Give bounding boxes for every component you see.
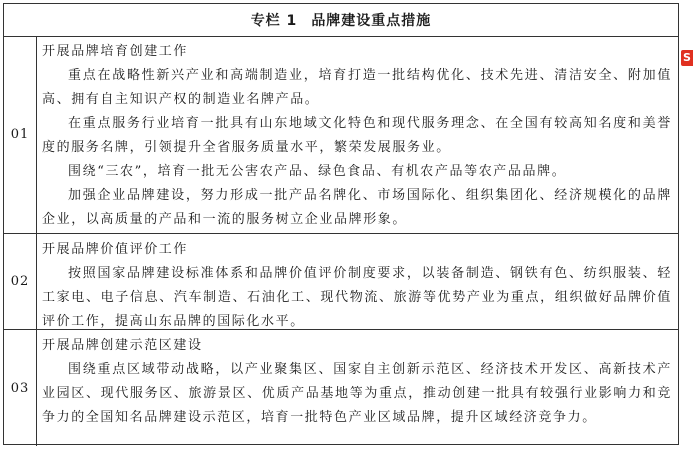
- row-content: [42, 238, 672, 334]
- table-row: [4, 234, 678, 330]
- table-row: [4, 330, 678, 446]
- row-content: [42, 334, 672, 430]
- row-paragraph: 围绕重点区域带动战略，以产业聚集区、国家自主创新示范区、经济技术开发区、高新技术产业园区、现代服务区、旅游景区、优质产品基地等为重点，推动创建一批具有较强行业影响力和竞争力的全国知名品牌建设示范区，培育一批特色产业区域品牌，提升区域经济竞争力。: [42, 362, 672, 425]
- box-title-text: 品牌建设重点措施: [311, 13, 432, 29]
- row-heading: 开展品牌培育创建工作: [42, 44, 189, 59]
- row-number: 02: [4, 234, 37, 329]
- row-paragraph: 围绕“三农”，培育一批无公害农产品、绿色食品、有机农产品等农产品品牌。: [68, 164, 567, 179]
- row-paragraph: 在重点服务行业培育一批具有山东地域文化特色和现代服务理念、在全国有较高知名度和美誉度的服务名牌，引领提升全省服务质量水平，繁荣发展服务业。: [42, 116, 672, 155]
- feature-box: [3, 3, 679, 445]
- row-paragraph: 加强企业品牌建设，努力形成一批产品名牌化、市场国际化、组织集团化、经济规模化的品牌企业，以高质量的产品和一流的服务树立企业品牌形象。: [42, 188, 672, 227]
- row-paragraph: 重点在战略性新兴产业和高端制造业，培育打造一批结构优化、技术先进、清洁安全、附加值高、拥有自主知识产权的制造业名牌产品。: [42, 68, 672, 107]
- row-paragraph: 按照国家品牌建设标准体系和品牌价值评价制度要求，以装备制造、钢铁有色、纺织服装、轻工家电、电子信息、汽车制造、石油化工、现代物流、旅游等优势产业为重点，组织做好品牌价值评价工作，提高山东品牌的国际化水平。: [42, 266, 672, 329]
- row-heading: 开展品牌价值评价工作: [42, 242, 189, 257]
- box-title: [4, 4, 678, 37]
- row-number: 03: [4, 330, 37, 446]
- row-number: 01: [4, 36, 37, 233]
- box-title-label: 专栏 1: [250, 13, 298, 29]
- row-content: [42, 40, 672, 232]
- side-badge-icon[interactable]: S: [681, 50, 693, 66]
- row-heading: 开展品牌创建示范区建设: [42, 338, 203, 353]
- table-row: [4, 36, 678, 234]
